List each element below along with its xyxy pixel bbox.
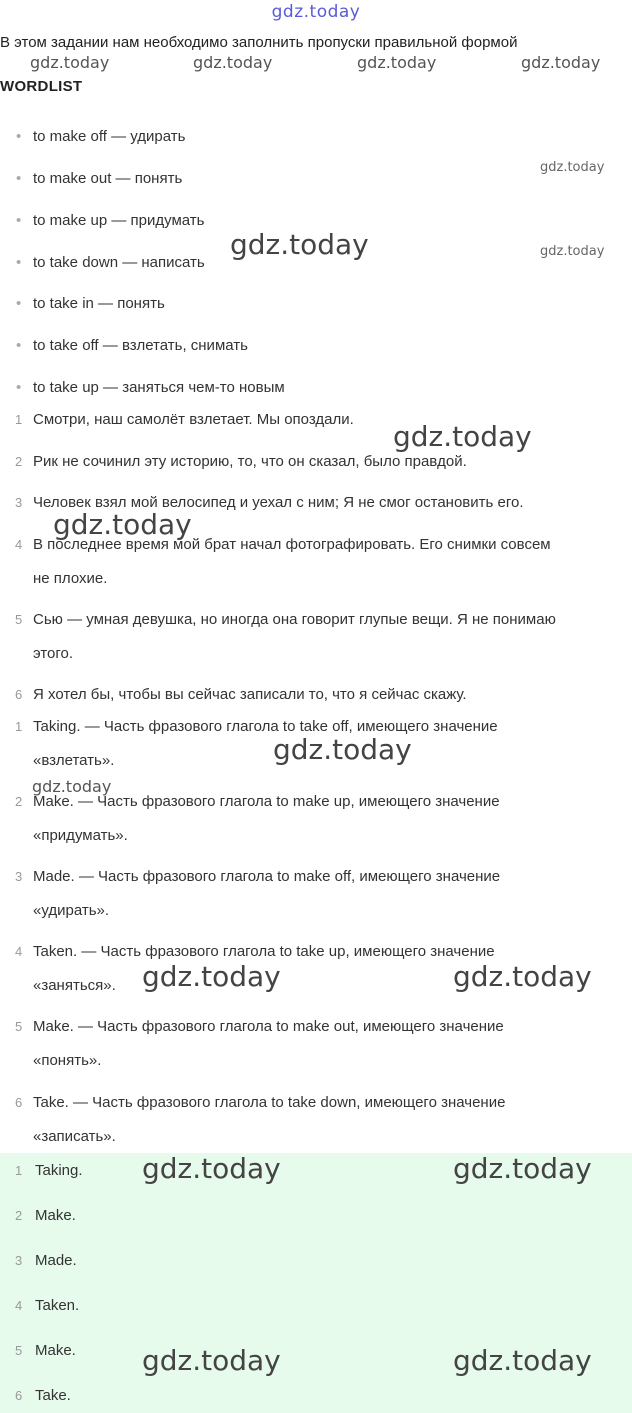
watermark: gdz.today xyxy=(357,53,437,72)
wordlist-item: • to make up — придумать xyxy=(16,212,205,229)
item-number: 6 xyxy=(15,1095,23,1110)
bullet-icon: • xyxy=(16,337,22,354)
item-number: 3 xyxy=(15,495,23,510)
item-number: 3 xyxy=(15,1253,23,1268)
watermark: gdz.today xyxy=(393,420,532,453)
item-number: 5 xyxy=(15,1343,23,1358)
wordlist-item: • to make out — понять xyxy=(16,170,183,187)
wordlist-item: • to take up — заняться чем-то новым xyxy=(16,379,285,396)
watermark: gdz.today xyxy=(230,228,369,261)
watermark: gdz.today xyxy=(521,53,601,72)
item-number: 6 xyxy=(15,1388,23,1403)
task-intro: В этом задании нам необходимо заполнить пропуски правильной формой xyxy=(0,34,518,51)
watermark: gdz.today xyxy=(142,960,281,993)
wordlist-item: • to make off — удирать xyxy=(16,128,186,145)
item-number: 2 xyxy=(15,794,23,809)
item-number: 6 xyxy=(15,687,23,702)
item-number: 2 xyxy=(15,1208,23,1223)
item-number: 1 xyxy=(15,412,23,427)
watermark: gdz.today xyxy=(453,1152,592,1185)
site-logo: gdz.today xyxy=(271,2,361,22)
bullet-icon: • xyxy=(16,212,22,229)
bullet-icon: • xyxy=(16,379,22,396)
wordlist-item: • to take in — понять xyxy=(16,295,165,312)
watermark: gdz.today xyxy=(273,733,412,766)
watermark: gdz.today xyxy=(540,244,605,259)
watermark: gdz.today xyxy=(30,53,110,72)
item-number: 4 xyxy=(15,537,23,552)
watermark: gdz.today xyxy=(193,53,273,72)
item-number: 1 xyxy=(15,1163,23,1178)
wordlist-item: • to take off — взлетать, снимать xyxy=(16,337,248,354)
watermark: gdz.today xyxy=(453,960,592,993)
item-number: 5 xyxy=(15,612,23,627)
bullet-icon: • xyxy=(16,295,22,312)
bullet-icon: • xyxy=(16,254,22,271)
bullet-icon: • xyxy=(16,128,22,145)
item-number: 5 xyxy=(15,1019,23,1034)
watermark: gdz.today xyxy=(142,1152,281,1185)
item-number: 4 xyxy=(15,944,23,959)
watermark: gdz.today xyxy=(453,1344,592,1377)
watermark: gdz.today xyxy=(540,160,605,175)
item-number: 3 xyxy=(15,869,23,884)
item-number: 4 xyxy=(15,1298,23,1313)
wordlist-item: • to take down — написать xyxy=(16,254,205,271)
bullet-icon: • xyxy=(16,170,22,187)
watermark: gdz.today xyxy=(53,508,192,541)
wordlist-heading: WORDLIST xyxy=(0,78,83,95)
watermark: gdz.today xyxy=(32,777,112,796)
watermark: gdz.today xyxy=(142,1344,281,1377)
item-number: 2 xyxy=(15,454,23,469)
item-number: 1 xyxy=(15,719,23,734)
